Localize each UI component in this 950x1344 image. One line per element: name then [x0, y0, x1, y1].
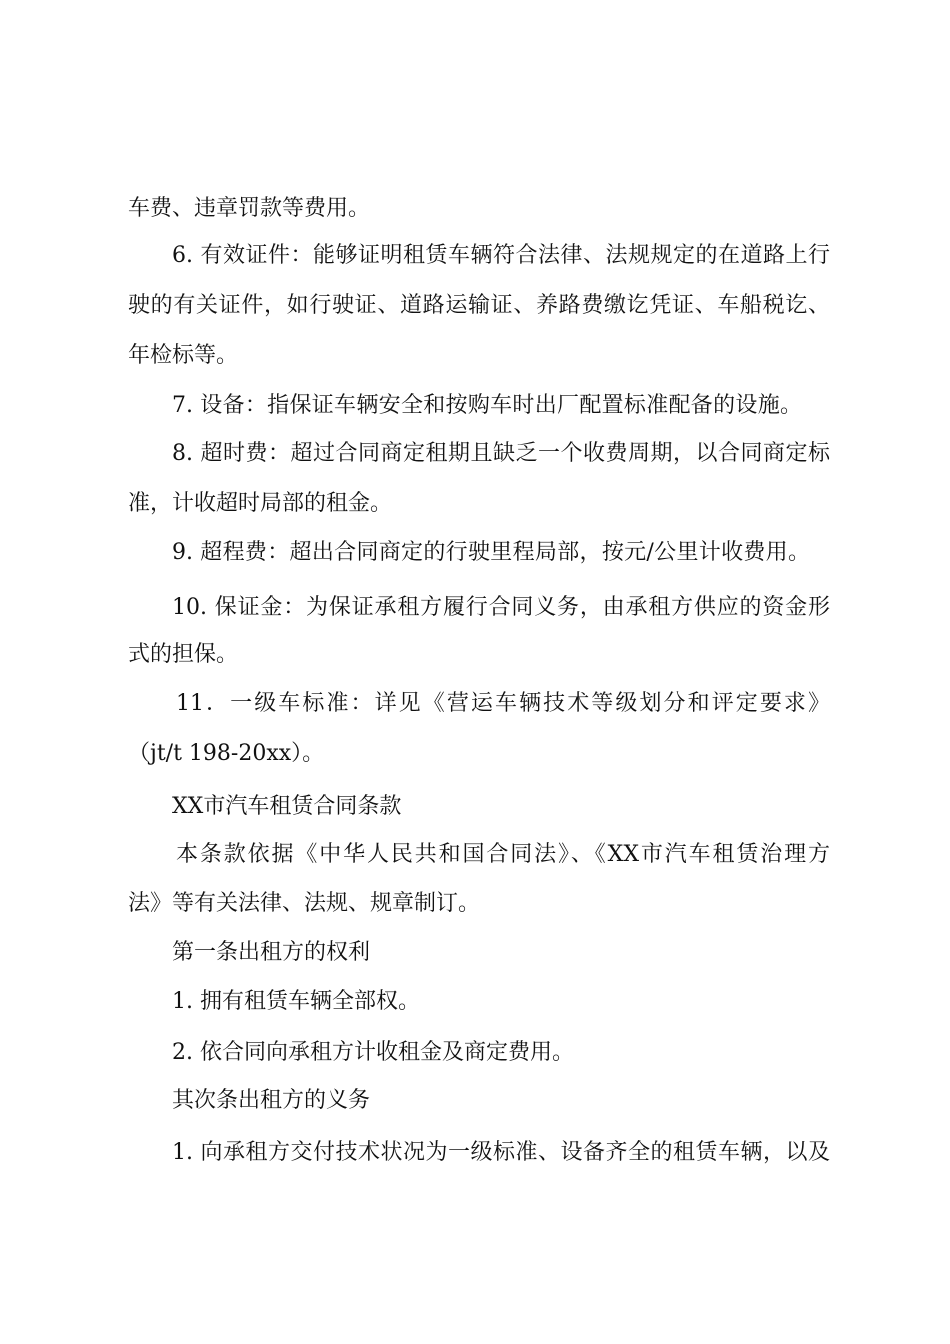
text-line-11: 11．一级车标准：详见《营运车辆技术等级划分和评定要求》: [176, 691, 830, 716]
text-line-7: 准，计收超时局部的租金。: [128, 491, 393, 516]
text-line-14: 本条款依据《中华人民共和国合同法》、《XX市汽车租赁治理方: [176, 842, 830, 867]
text-line-2: 6. 有效证件：能够证明租赁车辆符合法律、法规规定的在道路上行: [172, 243, 830, 268]
text-line-9: 10. 保证金：为保证承租方履行合同义务，由承租方供应的资金形: [172, 595, 830, 620]
text-line-15: 法》等有关法律、法规、规章制订。: [128, 891, 481, 916]
text-line-1: 车费、违章罚款等费用。: [128, 196, 371, 221]
text-line-5: 7. 设备：指保证车辆安全和按购车时出厂配置标准配备的设施。: [172, 393, 802, 418]
text-line-6: 8. 超时费：超过合同商定租期且缺乏一个收费周期，以合同商定标: [172, 441, 830, 466]
text-line-20: 1. 向承租方交付技术状况为一级标准、设备齐全的租赁车辆，以及: [172, 1140, 830, 1165]
text-line-17: 1. 拥有租赁车辆全部权。: [172, 989, 420, 1014]
text-line-8: 9. 超程费：超出合同商定的行驶里程局部，按元/公里计收费用。: [172, 540, 810, 565]
text-line-4: 年检标等。: [128, 343, 239, 368]
text-line-10: 式的担保。: [128, 642, 239, 667]
text-line-19: 其次条出租方的义务: [172, 1088, 371, 1113]
text-line-16: 第一条出租方的权利: [172, 940, 371, 965]
text-line-12: （jt/t 198-20xx）。: [128, 741, 325, 766]
text-line-3: 驶的有关证件，如行驶证、道路运输证、养路费缴讫凭证、车船税讫、: [128, 293, 830, 318]
text-line-18: 2. 依合同向承租方计收租金及商定费用。: [172, 1040, 574, 1065]
text-line-13: XX市汽车租赁合同条款: [172, 794, 402, 819]
